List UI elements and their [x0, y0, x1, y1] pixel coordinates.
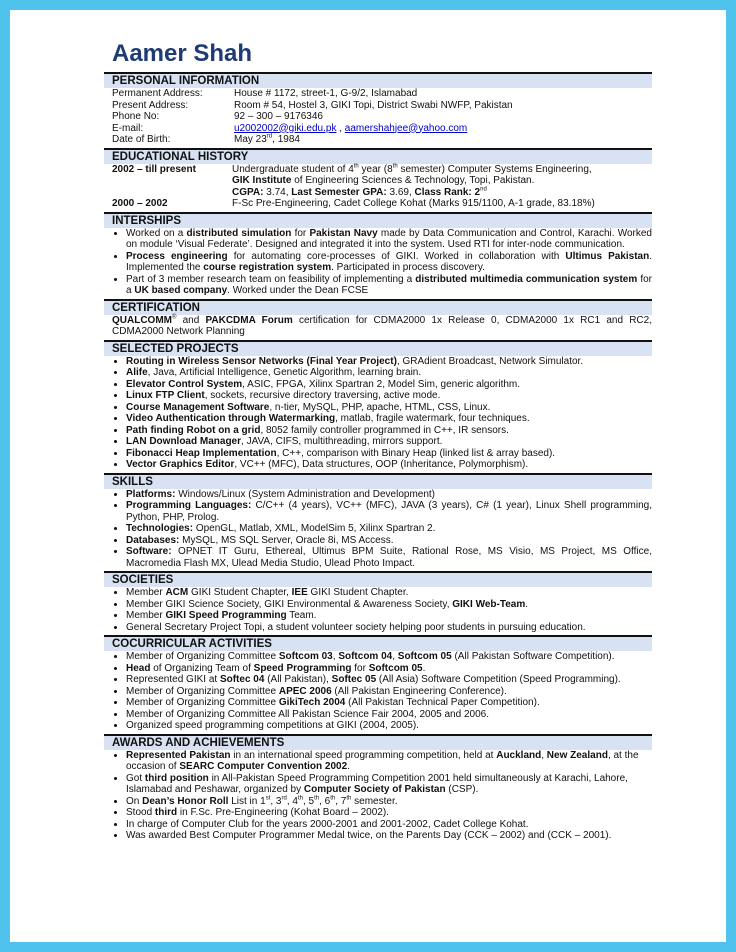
society-item: • General Secretary Project Topi, a student volunteer society helping poor students in pursuing education.	[126, 622, 652, 634]
project-item-detail: , sockets, recursive directory traversing, active mode.	[204, 390, 441, 401]
project-item-detail: , n-tier, MySQL, PHP, apache, HTML, CSS, Linux.	[269, 401, 491, 413]
skill-item-detail: C/C++ (4 years), VC++ (MFC), JAVA (3 years), C# (1 year), Linux Shell programming, Python, PHP, Prolog.	[126, 500, 653, 523]
section-internships-heading: INTERSHIPS	[104, 212, 652, 228]
award-item: • Stood third in F.Sc. Pre-Engineering (Kohat Board – 2002).	[126, 807, 652, 819]
dob-value	[234, 134, 652, 146]
projects-list	[104, 356, 652, 471]
skill-item-detail: Windows/Linux (System Administration and Development)	[175, 488, 436, 500]
project-item	[126, 413, 652, 425]
permanent-address-label: Permanent Address:	[112, 88, 203, 99]
edu-1-institute-rest: of Engineering Sciences & Technology, Topi, Pakistan.	[291, 175, 535, 186]
project-item-title: LAN Download Manager	[126, 436, 242, 447]
project-item-detail: , Java, Artificial Intelligence, Genetic Algorithm, learning brain.	[147, 367, 422, 378]
email-label: E-mail:	[112, 122, 144, 134]
skills-list	[104, 489, 652, 570]
award-item: • In charge of Computer Club for the years 2000-2001 and 2001-2002, Cadet College Kohat.	[126, 819, 652, 831]
internship-item: • Process engineering for automating core-processes of GIKI. Worked in collaboration with Ultimus Pakistan. Implemented the course registration system. Participated in process discovery.	[126, 251, 652, 274]
project-item-title: Path finding Robot on a grid	[126, 424, 261, 436]
candidate-name: Aamer Shah	[112, 40, 253, 67]
project-item-title: Course Management Software	[126, 401, 270, 413]
certification-text: QUALCOMM® and PAKCDMA Forum certification for CDMA2000 1x Release 0, CDMA2000 1x RC1 and RC2, CDMA2000 Network Planning	[112, 314, 652, 337]
skill-item-title: Programming Languages:	[126, 500, 252, 511]
personal-phone-row	[104, 111, 652, 123]
awards-list	[104, 750, 652, 842]
project-item-title: Linux FTP Client	[126, 390, 205, 401]
section-skills-heading: SKILLS	[104, 473, 652, 489]
personal-present-row	[104, 100, 652, 112]
project-item	[126, 436, 652, 448]
skill-item	[126, 535, 652, 547]
section-personal-heading: PERSONAL INFORMATION	[104, 72, 652, 88]
present-address-value: Room # 54, Hostel 3, GIKI Topi, District Swabi NWFP, Pakistan	[234, 99, 513, 111]
skill-item	[126, 546, 652, 569]
project-item-title: Vector Graphics Editor	[126, 459, 235, 470]
project-item-title: Fibonacci Heap Implementation	[126, 447, 277, 459]
permanent-address-value: House # 1172, street-1, G-9/2, Islamabad	[234, 88, 418, 99]
email-values	[234, 123, 652, 135]
section-societies-heading: SOCIETIES	[104, 571, 652, 587]
edu-1-institute: GIK Institute	[232, 175, 292, 186]
internship-item: • Worked on a distributed simulation for Pakistan Navy made by Data Communication and Control, Karachi. Worked on module ‘Visual Federate’. Designed and integrated it into the system. Used RTI for inter-node communication.	[126, 228, 652, 251]
edu-1-rank-sup: nd	[480, 186, 487, 193]
skill-item-detail: OPNET IT Guru, Ethereal, Ultimus BPM Suite, Rational Rose, MS Visio, MS Project, MS Office, Macromedia Flash MX, Ulead Media Studio, Ulead Photo Impact.	[126, 546, 652, 569]
project-item-detail: , JAVA, CIFS, multithreading, mirrors support.	[241, 436, 443, 447]
skill-item	[126, 523, 652, 535]
project-item-title: Alife	[126, 367, 148, 378]
dob-label: Date of Birth:	[112, 134, 171, 145]
edu-1-lsgpa: 3.69,	[386, 186, 415, 198]
society-item: • Member ACM GIKI Student Chapter, IEE GIKI Student Chapter.	[126, 587, 652, 599]
project-item	[126, 425, 652, 437]
personal-email-row	[104, 123, 652, 135]
project-item-detail: , VC++ (MFC), Data structures, OOP (Inheritance, Polymorphism).	[234, 459, 529, 470]
project-item	[126, 379, 652, 391]
personal-permanent-row	[104, 88, 652, 100]
skill-item-detail: MySQL, MS SQL Server, Oracle 8i, MS Access.	[179, 534, 394, 546]
activity-item: • Member of Organizing Committee GikiTech 2004 (All Pakistan Technical Paper Competition).	[126, 697, 652, 709]
edu-1-text	[232, 164, 652, 199]
edu-1-sup2: th	[392, 163, 398, 170]
project-item-detail: , ASIC, FPGA, Xilinx Spartran 2, Model Sim, generic algorithm.	[242, 378, 521, 390]
dob-year: , 1984	[272, 134, 300, 145]
personal-dob-row	[104, 134, 652, 146]
skill-item-title: Platforms:	[126, 488, 176, 500]
email-separator: ,	[336, 122, 345, 134]
project-item-detail: , matlab, fragile watermark, four techniques.	[335, 413, 530, 424]
activity-item: • Organized speed programming competitions at GIKI (2004, 2005).	[126, 720, 652, 732]
project-item-detail: , 8052 family controller programmed in C++, IR sensors.	[260, 424, 509, 436]
section-cocurricular-heading: COCURRICULAR ACTIVITIES	[104, 635, 652, 651]
cocurricular-list	[104, 651, 652, 732]
society-item: • Member GIKI Science Society, GIKI Environmental & Awareness Society, GIKI Web-Team.	[126, 599, 652, 611]
project-item	[126, 402, 652, 414]
project-item	[126, 356, 652, 368]
award-item: • Was awarded Best Computer Programmer Medal twice, on the Parents Day (CCK – 2002) and (CCK – 2001).	[126, 830, 652, 842]
edu-2-years: 2000 – 2002	[112, 198, 168, 209]
resume-page	[10, 10, 726, 942]
award-item: • Represented Pakistan in an international speed programming competition, held at Auckland, New Zealand, at the occasion of SEARC Computer Convention 2002.	[126, 750, 652, 773]
internships-list	[104, 228, 652, 297]
edu-1-rank: 2	[471, 186, 481, 198]
award-item: • On Dean’s Honor Roll List in 1st, 3rd, 4th, 5th, 6th, 7th semester.	[126, 796, 652, 808]
section-awards-heading: AWARDS AND ACHIEVEMENTS	[104, 734, 652, 750]
project-item-title: Elevator Control System	[126, 378, 243, 390]
phone-label: Phone No:	[112, 111, 160, 122]
skill-item	[126, 489, 652, 501]
skill-item-title: Technologies:	[126, 523, 194, 534]
project-item-title: Routing in Wireless Sensor Networks (Final Year Project)	[126, 355, 397, 367]
dob-month: May 23	[234, 134, 267, 145]
internship-item: • Part of 3 member research team on feasibility of implementing a distributed multimedia communication system for a UK based company. Worked under the Dean FCSE	[126, 274, 652, 297]
edu-1-rank-label: Class Rank:	[414, 186, 472, 198]
activity-item: • Represented GIKI at Softec 04 (All Pakistan), Softec 05 (All Asia) Software Competition (Speed Programming).	[126, 674, 652, 686]
activity-item: • Member of Organizing Committee All Pakistan Science Fair 2004, 2005 and 2006.	[126, 709, 652, 721]
edu-1-cgpa: 3.74,	[263, 186, 292, 198]
edu-1-a: Undergraduate student of 4	[232, 163, 354, 175]
activity-item: • Head of Organizing Team of Speed Programming for Softcom 05.	[126, 663, 652, 675]
edu-1-cgpa-label: CGPA:	[232, 186, 264, 198]
activity-item: • Member of Organizing Committee Softcom 03, Softcom 04, Softcom 05 (All Pakistan Software Competition).	[126, 651, 652, 663]
section-projects-heading: SELECTED PROJECTS	[104, 340, 652, 356]
activity-item: • Member of Organizing Committee APEC 2006 (All Pakistan Engineering Conference).	[126, 686, 652, 698]
phone-value: 92 – 300 – 9176346	[234, 111, 323, 122]
resume-content	[104, 40, 652, 842]
email-link-giki[interactable]: u2002002@giki.edu.pk	[234, 122, 337, 134]
section-certification-heading: CERTIFICATION	[104, 299, 652, 315]
skill-item-title: Software:	[126, 546, 172, 557]
project-item	[126, 459, 652, 471]
skill-item-title: Databases:	[126, 534, 180, 546]
project-item	[126, 448, 652, 460]
edu-1-b: year (8	[358, 163, 393, 175]
section-education-heading: EDUCATIONAL HISTORY	[104, 148, 652, 164]
edu-1-years: 2002 – till present	[112, 163, 196, 175]
edu-1-c: semester) Computer Systems Engineering,	[397, 163, 592, 175]
project-item-detail: , C++, comparison with Binary Heap (linked list & array based).	[276, 447, 556, 459]
edu-1-sup1: th	[353, 163, 359, 170]
skill-item-detail: OpenGL, Matlab, XML, ModelSim 5, Xilinx Spartran 2.	[193, 523, 436, 534]
skill-item	[126, 500, 652, 523]
societies-list	[104, 587, 652, 633]
present-address-label: Present Address:	[112, 99, 189, 111]
edu-2-text: F-Sc Pre-Engineering, Cadet College Kohat (Marks 915/1100, A-1 grade, 83.18%)	[232, 198, 595, 209]
education-entry-2	[104, 198, 652, 210]
edu-1-lsgpa-label: Last Semester GPA:	[291, 186, 387, 198]
dob-sup: rd	[266, 133, 273, 140]
project-item	[126, 390, 652, 402]
project-item-detail: , GRAdient Broadcast, Network Simulator.	[396, 355, 584, 367]
society-item: • Member GIKI Speed Programming Team.	[126, 610, 652, 622]
education-entry-1	[104, 164, 652, 199]
project-item	[126, 367, 652, 379]
project-item-title: Video Authentication through Watermarking	[126, 413, 336, 424]
email-link-yahoo[interactable]: aamershahjee@yahoo.com	[344, 122, 468, 134]
award-item: • Got third position in All-Pakistan Speed Programming Competition 2001 held simultaneously at Karachi, Lahore, Islamabad and Peshawar, organized by Computer Society of Pakistan (CSP).	[126, 773, 652, 796]
